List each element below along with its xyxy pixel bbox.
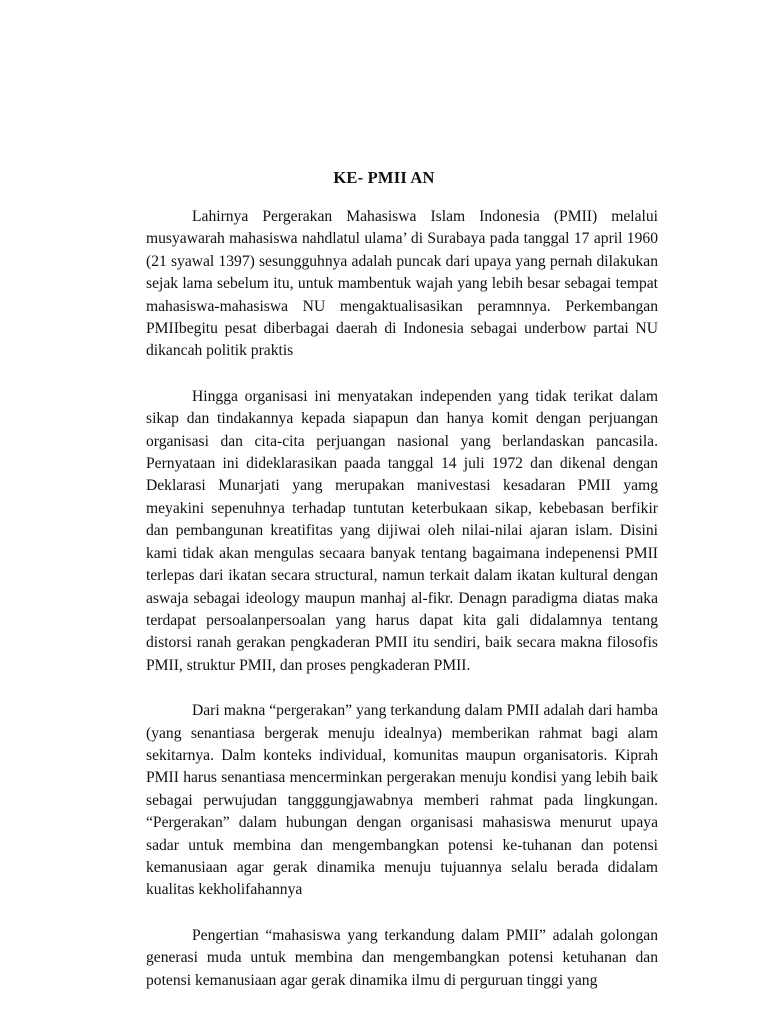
paragraph-4: Pengertian “mahasiswa yang terkandung dalam PMII” adalah golongan generasi muda untuk membina dan mengembangkan potensi ketuhanan dan potensi kemanusiaan agar gerak dinamika ilmu di perguruan tinggi yang	[146, 926, 658, 989]
document-title: KE- PMII AN	[333, 168, 435, 187]
document-body	[146, 206, 658, 1015]
paragraph-3: Dari makna “pergerakan” yang terkandung dalam PMII adalah dari hamba (yang senantiasa bergerak menuju idealnya) memberikan rahmat bagi alam sekitarnya. Dalm konteks individual, komunitas maupun organisatoris. Kiprah PMII harus senantiasa mencerminkan pergerakan menuju kondisi yang lebih baik sebagai perwujudan tangggungjawabnya memberi rahmat pada lingkungan. “Pergerakan” dalam hubungan dengan organisasi mahasiswa menurut upaya sadar untuk membina dan mengembangkan potensi ke-tuhanan dan potensi kemanusiaan agar gerak dinamika menuju tujuannya selalu berada didalam kualitas kekholifahannya	[146, 702, 658, 899]
paragraph-1: Lahirnya Pergerakan Mahasiswa Islam Indonesia (PMII) melalui musyawarah mahasiswa nahdlatul ulama’ di Surabaya pada tanggal 17 april 1960 (21 syawal 1397) sesungguhnya adalah puncak dari upaya yang pernah dilakukan sejak lama sebelum itu, untuk mambentuk wajah yang lebih besar sebagai tempat mahasiswa-mahasiswa NU mengaktualisasikan peramnnya. Perkembangan PMIIbegitu pesat diberbagai daerah di Indonesia sebagai underbow partai NU dikancah politik praktis	[146, 208, 658, 360]
paragraph-2: Hingga organisasi ini menyatakan independen yang tidak terikat dalam sikap dan tindakannya kepada siapapun dan hanya komit dengan perjuangan organisasi dan cita-cita perjuangan nasional yang berlandaskan pancasila. Pernyataan ini dideklarasikan paada tanggal 14 juli 1972 dan dikenal dengan Deklarasi Munarjati yang merupakan manivestasi kesadaran PMII yamg meyakini sepenuhnya terhadap tuntutan keterbukaan sikap, kebebasan berfikir dan pembangunan kreatifitas yang dijiwai oleh nilai-nilai ajaran islam. Disini kami tidak akan mengulas secaara banyak tentang bagaimana indepenensi PMII terlepas dari ikatan secara structural, namun terkait dalam ikatan kultural dengan aswaja sebagai ideology maupun manhaj al-fikr. Denagn paradigma diatas maka terdapat persoalanpersoalan yang harus dapat kita gali didalamnya tentang distorsi ranah gerakan pengkaderan PMII itu sendiri, baik secara makna filosofis PMII, struktur PMII, dan proses pengkaderan PMII.	[146, 387, 658, 674]
